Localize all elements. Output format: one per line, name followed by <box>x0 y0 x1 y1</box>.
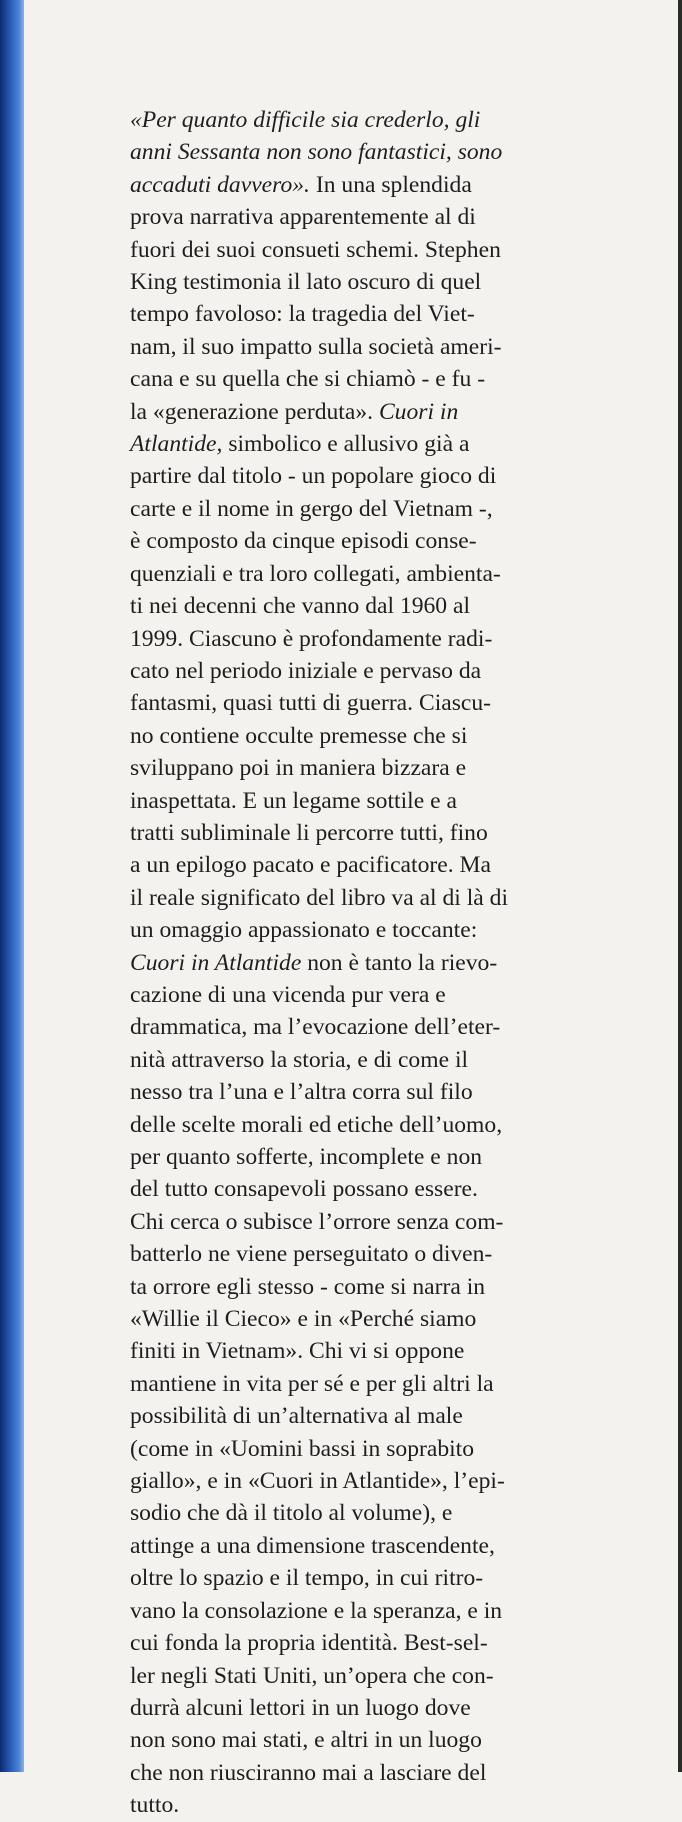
blurb-line: quenziali e tra loro collegati, ambienta- <box>130 560 501 587</box>
blurb-line: «Willie il Cieco» e in «Perché siamo <box>130 1306 477 1333</box>
blurb-line: che non riusciranno mai a lasciare del <box>130 1759 487 1786</box>
blurb-line: possibilità di un’alternativa al male <box>130 1403 463 1430</box>
blurb-line: cui fonda la propria identità. Best-sel- <box>130 1630 488 1657</box>
blurb-line: nesso tra l’una e l’altra corra sul filo <box>130 1079 473 1106</box>
blurb-line: vano la consolazione e la speranza, e in <box>130 1597 503 1624</box>
blurb-line: ler negli Stati Uniti, un’opera che con- <box>130 1662 494 1689</box>
blurb-line: delle scelte morali ed etiche dell’uomo, <box>130 1111 503 1138</box>
blurb-line: sviluppano poi in maniera bizzara e <box>130 755 467 782</box>
blurb-line: non sono mai stati, e altri in un luogo <box>130 1727 482 1754</box>
blurb-line: un omaggio appassionato e toccante: <box>130 917 478 944</box>
blurb-line: è composto da cinque episodi conse- <box>130 528 477 555</box>
blurb-line: inaspettata. E un legame sottile e a <box>130 787 457 814</box>
blurb-line: fantasmi, quasi tutti di guerra. Ciascu- <box>130 690 492 717</box>
blurb-line: sodio che dà il titolo al volume), e <box>130 1500 453 1527</box>
blurb-line: nità attraverso la storia, e di come il <box>130 1046 469 1073</box>
blurb-line: durrà alcuni lettori in un luogo dove <box>130 1694 471 1721</box>
blurb-line: drammatica, ma l’evocazione dell’eter- <box>130 1014 501 1041</box>
blurb-line: tempo favoloso: la tragedia del Viet- <box>130 301 475 328</box>
blurb-line: «Per quanto difficile sia crederlo, gli <box>130 107 481 133</box>
blurb-line: nam, il suo impatto sulla società ameri- <box>130 333 502 360</box>
blurb-line: King testimonia il lato oscuro di quel <box>130 269 482 296</box>
blurb-line: batterlo ne viene perseguitato o diven- <box>130 1241 493 1268</box>
blurb-line: giallo», e in «Cuori in Atlantide», l’epi- <box>130 1468 505 1495</box>
blurb-line: cazione di una vicenda pur vera e <box>130 981 446 1008</box>
back-cover-blurb <box>130 104 650 1822</box>
blurb-line: anni Sessanta non sono fantastici, sono <box>130 139 503 166</box>
blurb-line: finiti in Vietnam». Chi vi si oppone <box>130 1338 465 1365</box>
blurb-line: fuori dei suoi consueti schemi. Stephen <box>130 236 501 263</box>
cover-spine-edge <box>0 0 24 1772</box>
blurb-line: mantiene in vita per sé e per gli altri la <box>130 1370 494 1397</box>
blurb-line: Cuori in Atlantide non è tanto la rievo- <box>130 949 498 976</box>
blurb-line: carte e il nome in gergo del Vietnam -, <box>130 495 493 522</box>
blurb-line: il reale significato del libro va al di là di <box>130 884 509 911</box>
blurb-line: Atlantide, simbolico e allusivo già a <box>130 431 470 458</box>
blurb-line: 1999. Ciascuno è profondamente radi- <box>130 625 493 652</box>
blurb-line: ti nei decenni che vanno dal 1960 al <box>130 593 471 620</box>
blurb-line: oltre lo spazio e il tempo, in cui ritro- <box>130 1565 484 1592</box>
blurb-line: cana e su quella che si chiamò - e fu - <box>130 366 486 393</box>
blurb-line: del tutto consapevoli possano essere. <box>130 1176 478 1203</box>
blurb-line: accaduti davvero». In una splendida <box>130 171 472 198</box>
blurb-line: cato nel periodo iniziale e pervaso da <box>130 657 482 684</box>
blurb-line: tratti subliminale li percorre tutti, fino <box>130 819 488 846</box>
page-edge <box>678 0 682 1772</box>
blurb-line: a un epilogo pacato e pacificatore. Ma <box>130 852 491 879</box>
blurb-line: Chi cerca o subisce l’orrore senza com- <box>130 1208 504 1235</box>
blurb-line: ta orrore egli stesso - come si narra in <box>130 1273 486 1300</box>
blurb-line: prova narrativa apparentemente al di <box>130 204 476 231</box>
blurb-line: tutto. <box>130 1792 180 1819</box>
blurb-line: partire dal titolo - un popolare gioco di <box>130 463 497 490</box>
blurb-line: attinge a una dimensione trascendente, <box>130 1532 495 1559</box>
blurb-line: per quanto sofferte, incomplete e non <box>130 1144 483 1170</box>
blurb-line: la «generazione perduta». Cuori in <box>130 398 459 425</box>
blurb-line: (come in «Uomini bassi in soprabito <box>130 1435 475 1462</box>
blurb-line: no contiene occulte premesse che si <box>130 722 468 749</box>
